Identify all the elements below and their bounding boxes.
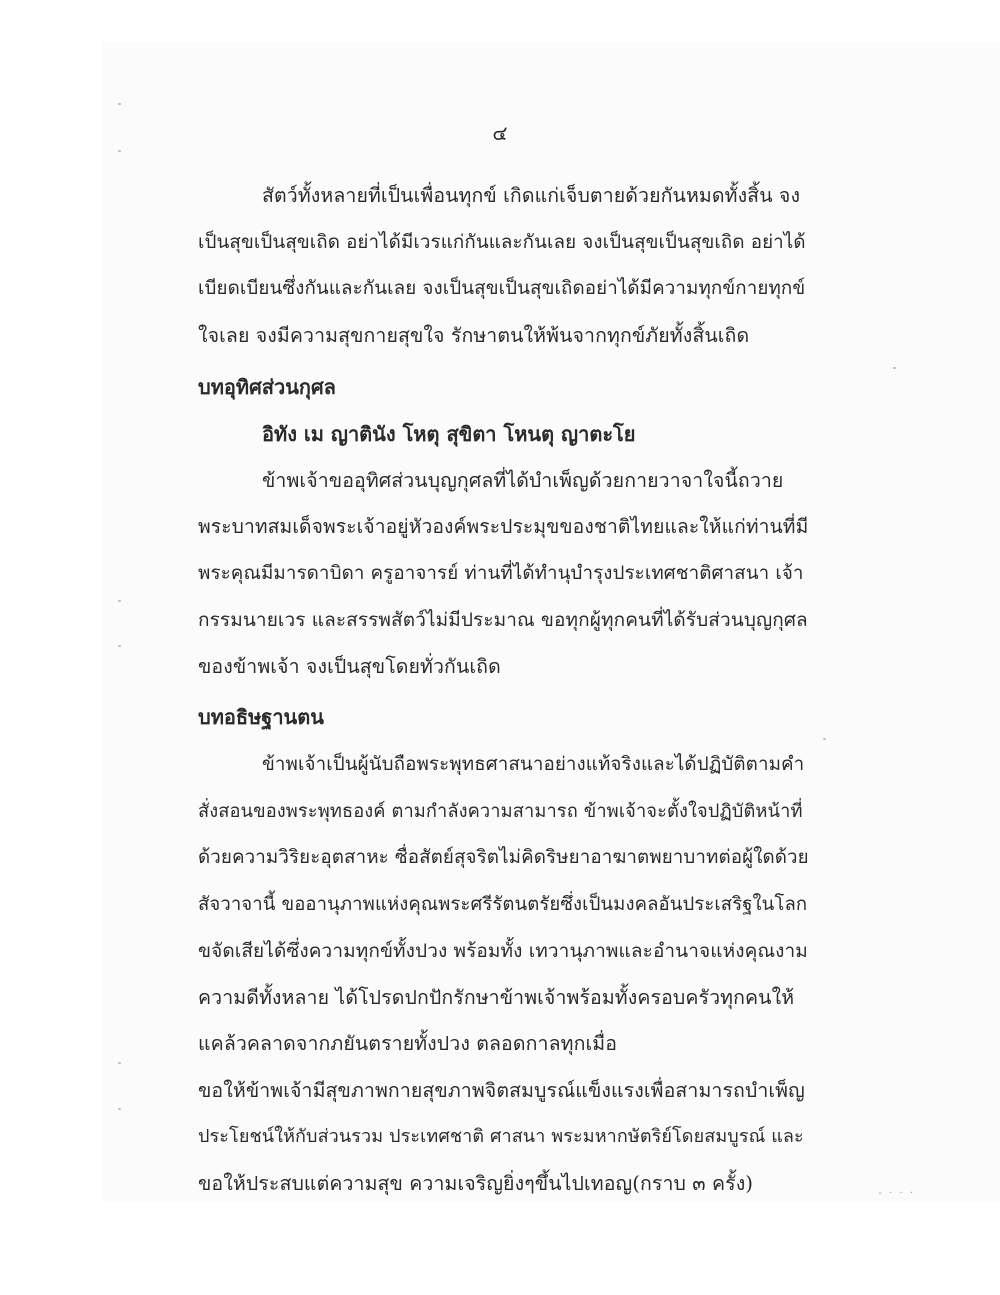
- scan-speck: [118, 1108, 121, 1110]
- resolution-line: สั่งสอนของพระพุทธองค์ ตามกำลังความสามารถ ข้าพเจ้าจะตั้งใจปฏิบัติหน้าที่: [198, 801, 803, 822]
- resolution-line: ด้วยความวิริยะอุตสาหะ ซื่อสัตย์สุจริตไม่คิดริษยาอาฆาตพยาบาทต่อผู้ใดด้วย: [198, 847, 809, 868]
- scan-speck: [893, 367, 896, 369]
- scan-speck: [118, 150, 121, 152]
- resolution-line: ขจัดเสียได้ซึ่งความทุกข์ทั้งปวง พร้อมทั้ง เทวานุภาพและอำนาจแห่งคุณงาม: [198, 940, 808, 962]
- scan-speck: [118, 600, 121, 602]
- scan-speck: [823, 738, 826, 740]
- resolution-line: ความดีทั้งหลาย ได้โปรดปกปักรักษาข้าพเจ้าพร้อมทั้งครอบครัวทุกคนให้: [198, 986, 795, 1009]
- dedication-line: กรรมนายเวร และสรรพสัตว์ไม่มีประมาณ ขอทุกผู้ทุกคนที่ได้รับส่วนบุญกุศล: [198, 609, 808, 631]
- resolution-line: ข้าพเจ้าเป็นผู้นับถือพระพุทธศาสนาอย่างแท้จริงและได้ปฏิบัติตามคำ: [262, 754, 805, 775]
- resolution-line: ขอให้ข้าพเจ้ามีสุขภาพกายสุขภาพจิตสมบูรณ์แข็งแรงเพื่อสามารถบำเพ็ญ: [198, 1079, 805, 1102]
- intro-line: เป็นสุขเป็นสุขเถิด อย่าได้มีเวรแก่กันและกันเลย จงเป็นสุขเป็นสุขเถิด อย่าได้: [198, 232, 806, 253]
- section-title-dedication: บทอุทิศส่วนกุศล: [198, 375, 336, 399]
- resolution-line: สัจวาจานี้ ขออานุภาพแห่งคุณพระศรีรัตนตรัยซึ่งเป็นมงคลอันประเสริฐในโลก: [198, 894, 808, 915]
- scan-speck: [118, 1062, 121, 1064]
- resolution-line: ขอให้ประสบแต่ความสุข ความเจริญยิ่งๆขึ้นไปเทอญ(กราบ ๓ ครั้ง): [198, 1172, 754, 1195]
- dedication-line: พระคุณมีมารดาบิดา ครูอาจารย์ ท่านที่ได้ทำนุบำรุงประเทศชาติศาสนา เจ้า: [198, 563, 804, 584]
- scan-mark: - · · ·: [878, 1188, 915, 1199]
- scan-speck: [118, 645, 121, 647]
- resolution-line: ประโยชน์ให้กับส่วนรวม ประเทศชาติ ศาสนา พระมหากษัตริย์โดยสมบูรณ์ และ: [198, 1126, 804, 1147]
- page-number: ๔: [492, 121, 508, 145]
- dedication-line: ข้าพเจ้าขออุทิศส่วนบุญกุศลที่ได้บำเพ็ญด้วยกายวาจาใจนี้ถวาย: [262, 469, 784, 492]
- pali-verse: อิทัง เม ญาตินัง โหตุ สุขิตา โหนตุ ญาตะโย: [262, 422, 636, 446]
- resolution-line: แคล้วคลาดจากภยันตรายทั้งปวง ตลอดกาลทุกเมื่อ: [198, 1032, 618, 1055]
- section-title-resolution: บทอธิษฐานตน: [198, 705, 324, 729]
- dedication-line: ของข้าพเจ้า จงเป็นสุขโดยทั่วกันเถิด: [198, 655, 501, 678]
- intro-line: สัตว์ทั้งหลายที่เป็นเพื่อนทุกข์ เกิดแก่เจ็บตายด้วยกันหมดทั้งสิ้น จง: [262, 184, 801, 207]
- dedication-line: พระบาทสมเด็จพระเจ้าอยู่หัวองค์พระประมุขของชาติไทยและให้แก่ท่านที่มี: [198, 515, 809, 538]
- intro-line: เบียดเบียนซึ่งกันและกันเลย จงเป็นสุขเป็นสุขเถิดอย่าได้มีความทุกข์กายทุกข์: [198, 278, 806, 299]
- scan-speck: [118, 103, 121, 105]
- intro-line: ใจเลย จงมีความสุขกายสุขใจ รักษาตนให้พ้นจากทุกข์ภัยทั้งสิ้นเถิด: [198, 324, 750, 347]
